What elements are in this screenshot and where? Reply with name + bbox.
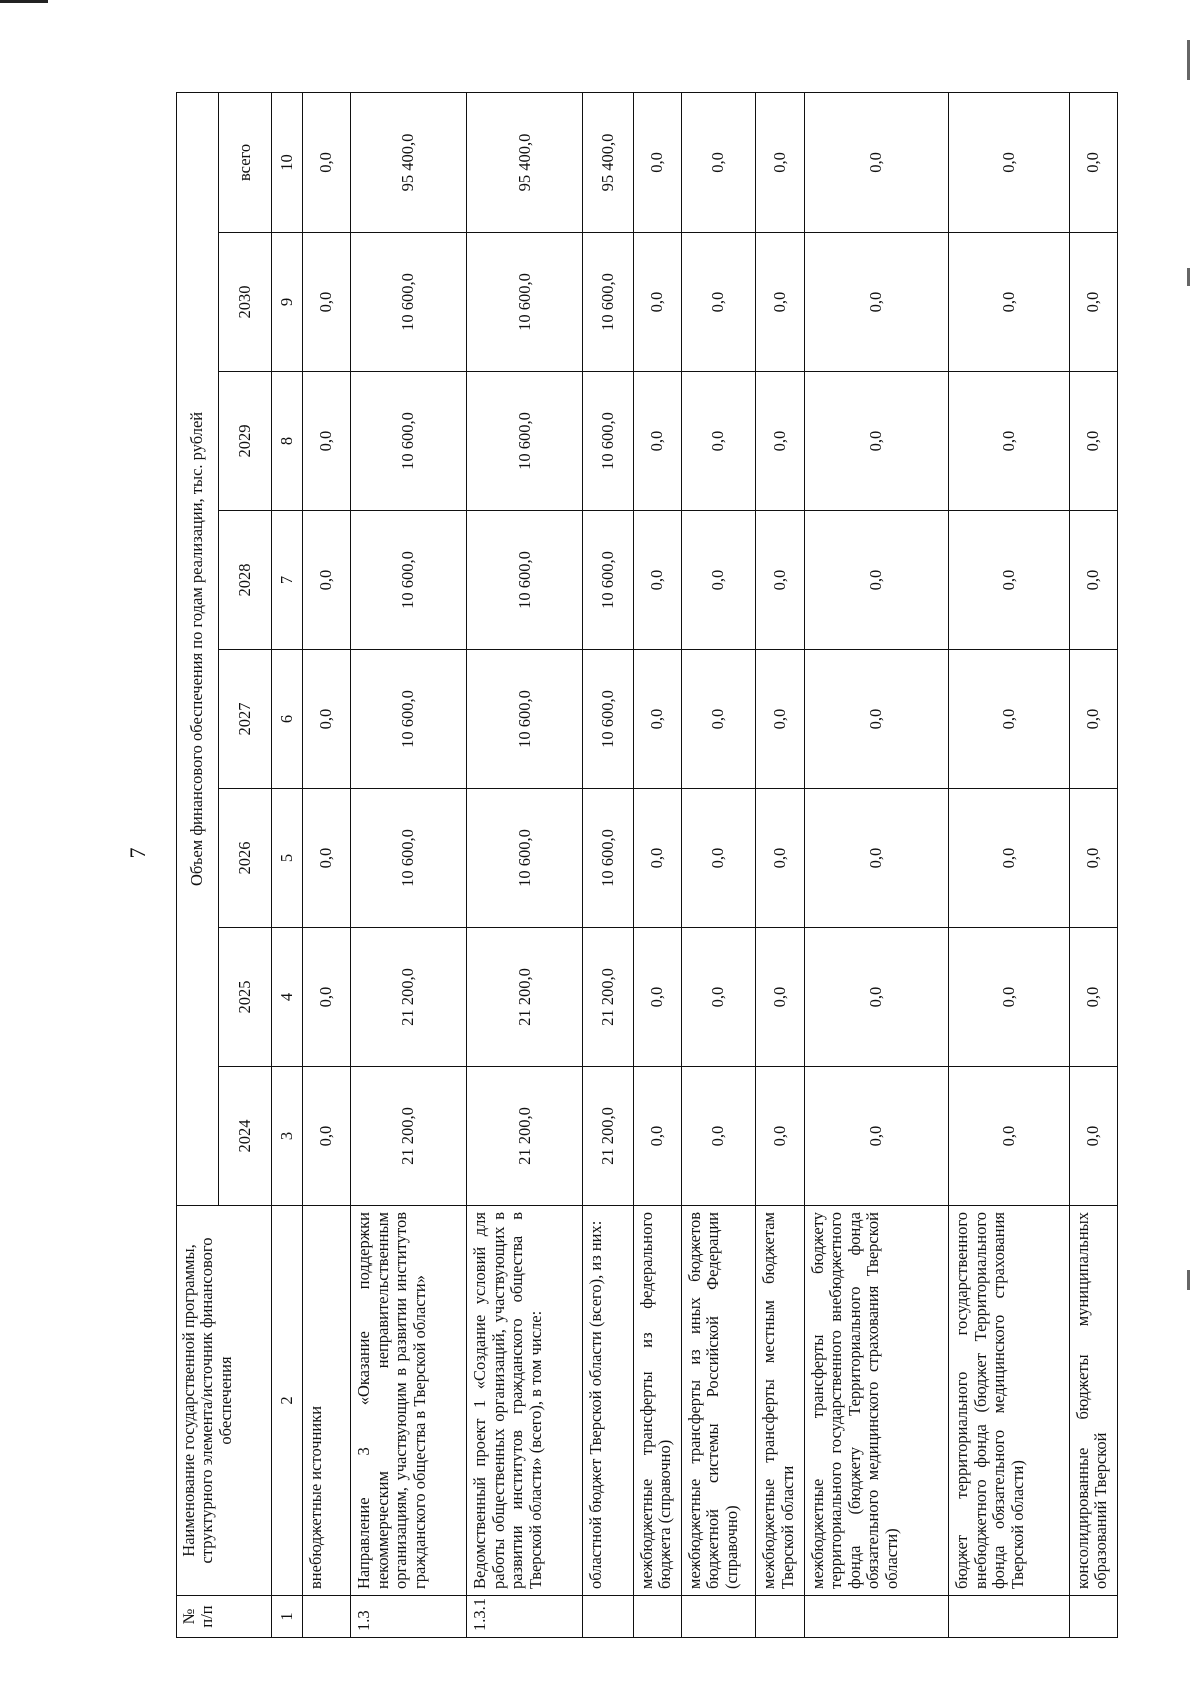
row-number	[804, 1596, 949, 1638]
value-cell: 0,0	[681, 92, 755, 232]
financing-table	[176, 92, 1118, 1638]
table-row	[1069, 92, 1117, 1637]
row-number: 1.3.1	[467, 1596, 583, 1638]
table-row	[804, 92, 949, 1637]
header-year: всего	[218, 92, 272, 232]
index-cell: 5	[272, 789, 303, 928]
row-name: межбюджетные трансферты бюджету территориального государственного внебюджетного фонда (бюджету Территориального фонда обязательного медицинского страхования Тверской области)	[804, 1206, 949, 1596]
row-number	[681, 1596, 755, 1638]
header-year: 2028	[218, 511, 272, 650]
value-cell: 10 600,0	[467, 372, 583, 511]
value-cell: 0,0	[633, 233, 681, 372]
value-cell: 0,0	[1069, 789, 1117, 928]
index-cell: 2	[272, 1206, 303, 1596]
value-cell: 10 600,0	[351, 789, 467, 928]
value-cell: 0,0	[804, 372, 949, 511]
header-year: 2027	[218, 650, 272, 789]
value-cell: 0,0	[756, 928, 804, 1067]
value-cell: 0,0	[633, 789, 681, 928]
value-cell: 10 600,0	[583, 650, 633, 789]
value-cell: 0,0	[804, 789, 949, 928]
value-cell: 0,0	[681, 650, 755, 789]
scan-mark	[1187, 1270, 1190, 1290]
value-cell: 0,0	[302, 233, 350, 372]
value-cell: 0,0	[302, 511, 350, 650]
row-number	[583, 1596, 633, 1638]
value-cell: 0,0	[633, 372, 681, 511]
value-cell: 0,0	[756, 92, 804, 232]
value-cell: 0,0	[681, 1067, 755, 1206]
value-cell: 0,0	[681, 233, 755, 372]
value-cell: 0,0	[804, 511, 949, 650]
header-year: 2030	[218, 233, 272, 372]
header-row-1	[177, 92, 219, 1637]
value-cell: 0,0	[302, 650, 350, 789]
value-cell: 0,0	[756, 233, 804, 372]
value-cell: 0,0	[949, 92, 1070, 232]
value-cell: 0,0	[681, 372, 755, 511]
value-cell: 10 600,0	[467, 789, 583, 928]
value-cell: 0,0	[804, 1067, 949, 1206]
scan-mark	[0, 0, 48, 3]
value-cell: 0,0	[1069, 928, 1117, 1067]
table-row	[681, 92, 755, 1637]
table-row	[467, 92, 583, 1637]
value-cell: 0,0	[1069, 650, 1117, 789]
value-cell: 10 600,0	[583, 233, 633, 372]
value-cell: 0,0	[1069, 92, 1117, 232]
value-cell: 0,0	[1069, 1067, 1117, 1206]
value-cell: 0,0	[302, 372, 350, 511]
value-cell: 10 600,0	[351, 233, 467, 372]
index-cell: 9	[272, 233, 303, 372]
value-cell: 0,0	[949, 233, 1070, 372]
value-cell: 10 600,0	[467, 511, 583, 650]
value-cell: 10 600,0	[467, 233, 583, 372]
value-cell: 0,0	[302, 1067, 350, 1206]
row-name: внебюджетные источники	[302, 1206, 350, 1596]
value-cell: 0,0	[804, 928, 949, 1067]
row-number	[1069, 1596, 1117, 1638]
value-cell: 0,0	[302, 92, 350, 232]
header-year: 2025	[218, 928, 272, 1067]
scan-mark	[1187, 268, 1190, 286]
index-cell: 10	[272, 92, 303, 232]
index-cell: 6	[272, 650, 303, 789]
value-cell: 0,0	[756, 372, 804, 511]
rotated-table-container	[176, 93, 1118, 1638]
value-cell: 0,0	[681, 511, 755, 650]
index-cell: 8	[272, 372, 303, 511]
value-cell: 21 200,0	[351, 928, 467, 1067]
value-cell: 0,0	[949, 789, 1070, 928]
value-cell: 10 600,0	[351, 511, 467, 650]
value-cell: 10 600,0	[583, 511, 633, 650]
value-cell: 21 200,0	[583, 928, 633, 1067]
value-cell: 21 200,0	[351, 1067, 467, 1206]
header-no: № п/п	[177, 1596, 272, 1638]
value-cell: 10 600,0	[583, 372, 633, 511]
table-row	[351, 92, 467, 1637]
row-name: Ведомственный проект 1 «Создание условий для работы общественных организаций, участвующих в развитии институтов гражданского общества в Тверской области» (всего), в том числе:	[467, 1206, 583, 1596]
row-number	[756, 1596, 804, 1638]
row-name: межбюджетные трансферты из иных бюджетов бюджетной системы Российской Федерации (справочно)	[681, 1206, 755, 1596]
value-cell: 95 400,0	[583, 92, 633, 232]
value-cell: 0,0	[949, 650, 1070, 789]
value-cell: 0,0	[302, 928, 350, 1067]
row-name: межбюджетные трансферты местным бюджетам Тверской области	[756, 1206, 804, 1596]
value-cell: 0,0	[1069, 372, 1117, 511]
value-cell: 0,0	[949, 372, 1070, 511]
value-cell: 0,0	[633, 928, 681, 1067]
row-name: областной бюджет Тверской области (всего), из них:	[583, 1206, 633, 1596]
value-cell: 0,0	[633, 650, 681, 789]
value-cell: 0,0	[949, 1067, 1070, 1206]
header-volume: Объем финансового обеспечения по годам реализации, тыс. рублей	[177, 92, 219, 1205]
value-cell: 0,0	[756, 650, 804, 789]
row-name: Направление 3 «Оказание поддержки некоммерческим неправительственным организациям, участвующим в развитии институтов гражданского общества в Тверской области»	[351, 1206, 467, 1596]
index-cell: 3	[272, 1067, 303, 1206]
index-cell: 1	[272, 1596, 303, 1638]
row-name: консолидированные бюджеты муниципальных образований Тверской	[1069, 1206, 1117, 1596]
value-cell: 0,0	[681, 928, 755, 1067]
value-cell: 21 200,0	[467, 928, 583, 1067]
row-number	[302, 1596, 350, 1638]
value-cell: 0,0	[804, 92, 949, 232]
value-cell: 0,0	[681, 789, 755, 928]
header-year: 2029	[218, 372, 272, 511]
value-cell: 21 200,0	[583, 1067, 633, 1206]
value-cell: 0,0	[756, 511, 804, 650]
row-number	[949, 1596, 1070, 1638]
value-cell: 0,0	[756, 1067, 804, 1206]
value-cell: 10 600,0	[351, 650, 467, 789]
value-cell: 0,0	[1069, 233, 1117, 372]
index-row	[272, 92, 303, 1637]
value-cell: 0,0	[804, 650, 949, 789]
value-cell: 10 600,0	[351, 372, 467, 511]
row-number: 1.3	[351, 1596, 467, 1638]
header-year: 2024	[218, 1067, 272, 1206]
value-cell: 10 600,0	[467, 650, 583, 789]
index-cell: 4	[272, 928, 303, 1067]
scan-mark	[1187, 40, 1190, 80]
table-row	[302, 92, 350, 1637]
index-cell: 7	[272, 511, 303, 650]
header-year: 2026	[218, 789, 272, 928]
value-cell: 0,0	[804, 233, 949, 372]
value-cell: 0,0	[949, 511, 1070, 650]
table-row	[633, 92, 681, 1637]
value-cell: 10 600,0	[583, 789, 633, 928]
row-name: бюджет территориального государственного внебюджетного фонда (бюджет Территориального фонда обязательного медицинского страхования Тверской области)	[949, 1206, 1070, 1596]
row-name: межбюджетные трансферты из федерального бюджета (справочно)	[633, 1206, 681, 1596]
value-cell: 95 400,0	[467, 92, 583, 232]
table-row	[949, 92, 1070, 1637]
value-cell: 0,0	[949, 928, 1070, 1067]
value-cell: 0,0	[1069, 511, 1117, 650]
value-cell: 95 400,0	[351, 92, 467, 232]
value-cell: 0,0	[302, 789, 350, 928]
value-cell: 0,0	[633, 1067, 681, 1206]
page-number: 7	[125, 847, 150, 859]
row-number	[633, 1596, 681, 1638]
value-cell: 21 200,0	[467, 1067, 583, 1206]
header-name: Наименование государственной программы, структурного элемента/источник финансового обеспечения	[177, 1206, 272, 1596]
value-cell: 0,0	[756, 789, 804, 928]
value-cell: 0,0	[633, 511, 681, 650]
table-row	[583, 92, 633, 1637]
value-cell: 0,0	[633, 92, 681, 232]
table-row	[756, 92, 804, 1637]
